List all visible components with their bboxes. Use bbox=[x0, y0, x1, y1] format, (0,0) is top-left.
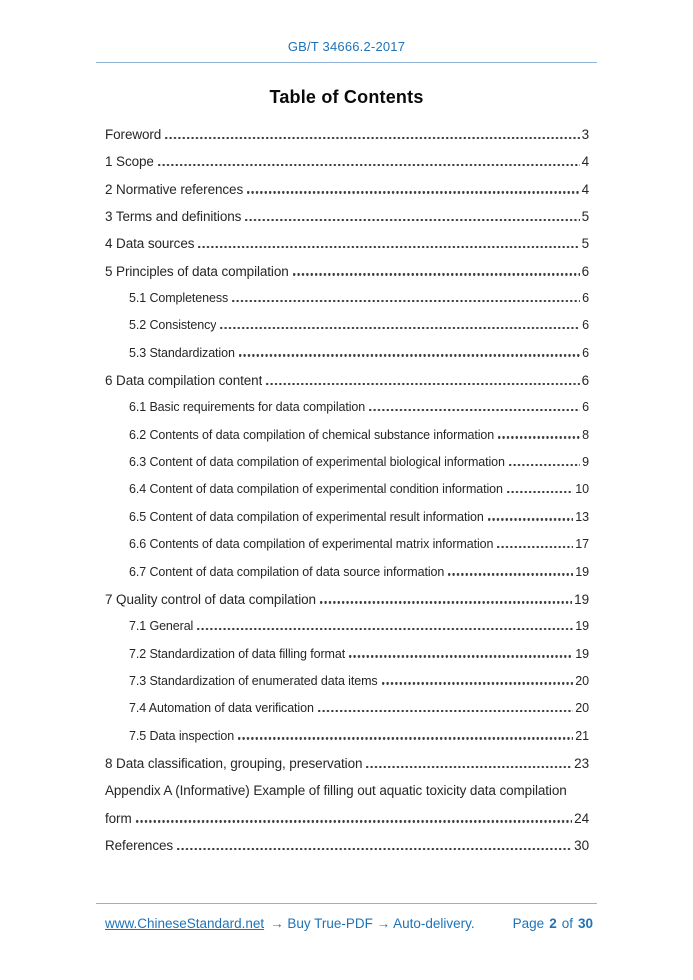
toc-entry-label: 4 Data sources bbox=[105, 236, 195, 252]
toc-leader-dots bbox=[498, 436, 580, 438]
toc-entry[interactable] bbox=[105, 285, 589, 312]
toc-leader-dots bbox=[318, 710, 573, 712]
toc-leader-dots bbox=[293, 273, 580, 275]
toc-entry[interactable] bbox=[105, 559, 589, 586]
toc-entry-label: 8 Data classification, grouping, preservation bbox=[105, 755, 363, 771]
toc-entry-label: 2 Normative references bbox=[105, 181, 244, 197]
toc-entry[interactable] bbox=[105, 504, 589, 531]
toc-entry-page: 8 bbox=[582, 427, 589, 442]
toc-entry-page: 5 bbox=[581, 209, 589, 225]
toc-entry-page: 23 bbox=[574, 755, 589, 771]
toc-entry[interactable] bbox=[105, 422, 589, 449]
toc-leader-dots bbox=[177, 848, 572, 850]
toc-entry[interactable] bbox=[105, 203, 589, 230]
toc-entry-label: 5.3 Standardization bbox=[129, 345, 235, 360]
toc-entry[interactable] bbox=[105, 668, 589, 695]
toc-entry-label: 6.2 Contents of data compilation of chemical substance information bbox=[129, 427, 495, 442]
toc-entry[interactable] bbox=[105, 230, 589, 257]
toc-leader-dots bbox=[366, 766, 572, 768]
toc-entry-page: 19 bbox=[575, 646, 589, 661]
toc-entry-label: 5.2 Consistency bbox=[129, 318, 217, 333]
toc-entry-page: 6 bbox=[582, 345, 589, 360]
toc-leader-dots bbox=[320, 601, 572, 603]
page-title: Table of Contents bbox=[269, 87, 424, 107]
toc-entry-label: form bbox=[105, 810, 132, 826]
toc-entry-label: 7.2 Standardization of data filling format bbox=[129, 646, 346, 661]
toc-entry-label: 6.1 Basic requirements for data compilation bbox=[129, 400, 366, 415]
page-current-number: 2 bbox=[549, 916, 557, 931]
toc-entry-page: 19 bbox=[575, 619, 589, 634]
toc-leader-dots bbox=[497, 546, 573, 548]
toc-entry-label: 7.1 General bbox=[129, 619, 194, 634]
toc-entry[interactable] bbox=[105, 641, 589, 668]
toc-entry-page: 6 bbox=[581, 373, 589, 389]
toc-leader-dots bbox=[382, 682, 574, 684]
of-label: of bbox=[561, 916, 573, 931]
toc-entry-label: 6.4 Content of data compilation of experimental condition information bbox=[129, 482, 503, 497]
toc-entry-page: 4 bbox=[581, 181, 589, 197]
toc-entry[interactable] bbox=[105, 176, 589, 203]
toc-entry-label: Appendix A (Informative) Example of filling out aquatic toxicity data compilation bbox=[105, 783, 567, 799]
toc-entry[interactable] bbox=[105, 476, 589, 503]
doc-code-header: GB/T 34666.2-2017 bbox=[287, 39, 406, 54]
toc-leader-dots bbox=[220, 327, 580, 329]
footer-left bbox=[105, 916, 475, 931]
toc-leader-dots bbox=[198, 246, 579, 248]
footer-tagline: → Buy True-PDF → Auto-delivery. bbox=[270, 916, 475, 931]
toc-entry-page: 20 bbox=[575, 673, 589, 688]
toc-entry-label: 1 Scope bbox=[105, 154, 154, 170]
toc-leader-dots bbox=[165, 137, 579, 139]
toc-leader-dots bbox=[158, 164, 580, 166]
toc-leader-dots bbox=[488, 518, 574, 520]
toc-leader-dots bbox=[507, 491, 573, 493]
toc-leader-dots bbox=[197, 628, 573, 630]
toc-entry-page: 5 bbox=[581, 236, 589, 252]
toc-leader-dots bbox=[239, 354, 580, 356]
toc-leader-dots bbox=[509, 464, 580, 466]
toc-leader-dots bbox=[136, 820, 573, 822]
toc-entry[interactable] bbox=[105, 367, 589, 394]
toc-entry-label: References bbox=[105, 837, 174, 853]
toc-entry-label: Foreword bbox=[105, 127, 162, 142]
toc-entry-page: 13 bbox=[575, 509, 589, 524]
toc-leader-dots bbox=[448, 573, 573, 575]
toc-entry-page: 3 bbox=[581, 127, 589, 142]
toc-entry-label: 6.6 Contents of data compilation of experimental matrix information bbox=[129, 537, 494, 552]
toc-leader-dots bbox=[232, 300, 580, 302]
toc-entry[interactable] bbox=[105, 613, 589, 640]
toc-entry-page: 6 bbox=[581, 263, 589, 279]
toc-entry-label: 5.1 Completeness bbox=[129, 291, 229, 306]
toc-entry-page: 6 bbox=[582, 400, 589, 415]
toc-entry[interactable] bbox=[105, 148, 589, 175]
toc-entry-label: 7 Quality control of data compilation bbox=[105, 591, 316, 607]
toc-leader-dots bbox=[349, 655, 573, 657]
toc-entry-page: 17 bbox=[575, 537, 589, 552]
toc-entry-label: 7.5 Data inspection bbox=[129, 728, 235, 743]
header-rule bbox=[96, 62, 597, 63]
toc-entry-label: 6.5 Content of data compilation of experimental result information bbox=[129, 509, 484, 524]
toc-leader-dots bbox=[266, 383, 579, 385]
toc-entry-page: 30 bbox=[574, 837, 589, 853]
toc-entry[interactable] bbox=[105, 695, 589, 722]
toc-entry-label: 6.3 Content of data compilation of experimental biological information bbox=[129, 455, 505, 470]
toc-entry[interactable] bbox=[105, 340, 589, 367]
toc-entry-page: 19 bbox=[575, 564, 589, 579]
toc-entry-page: 9 bbox=[582, 455, 589, 470]
toc-entry[interactable] bbox=[105, 777, 589, 804]
toc-entry[interactable] bbox=[105, 805, 589, 832]
toc-entry[interactable] bbox=[105, 312, 589, 339]
toc-entry[interactable] bbox=[105, 531, 589, 558]
toc-entry[interactable] bbox=[105, 832, 589, 859]
toc-entry[interactable] bbox=[105, 258, 589, 285]
toc-entry-page: 24 bbox=[574, 810, 589, 826]
toc-entry-label: 7.4 Automation of data verification bbox=[129, 701, 314, 716]
toc-leader-dots bbox=[369, 409, 580, 411]
toc-entry[interactable] bbox=[105, 750, 589, 777]
toc-entry-label: 7.3 Standardization of enumerated data items bbox=[129, 673, 378, 688]
toc-leader-dots bbox=[245, 219, 579, 221]
footer-rule bbox=[96, 903, 597, 904]
toc-entry-page: 6 bbox=[582, 318, 589, 333]
toc-entry-page: 20 bbox=[575, 701, 589, 716]
toc-leader-dots bbox=[238, 737, 573, 739]
toc-entry[interactable] bbox=[105, 586, 589, 613]
footer bbox=[105, 916, 593, 931]
toc-entry[interactable] bbox=[105, 723, 589, 750]
toc-entry-page: 10 bbox=[575, 482, 589, 497]
toc-entry[interactable] bbox=[105, 449, 589, 476]
site-link[interactable]: www.ChineseStandard.net bbox=[105, 916, 265, 931]
toc-entry-label: 5 Principles of data compilation bbox=[105, 263, 289, 279]
toc-entry[interactable] bbox=[105, 121, 589, 148]
toc-entry-label: 6.7 Content of data compilation of data source information bbox=[129, 564, 445, 579]
toc-entry-label: 6 Data compilation content bbox=[105, 373, 263, 389]
toc-leader-dots bbox=[247, 191, 579, 193]
page-indicator bbox=[513, 916, 593, 931]
toc-entry-page: 6 bbox=[582, 291, 589, 306]
toc-list bbox=[105, 121, 589, 859]
toc-entry-page: 4 bbox=[581, 154, 589, 170]
toc-entry-label: 3 Terms and definitions bbox=[105, 209, 242, 225]
page-total-number: 30 bbox=[577, 916, 593, 931]
page-label: Page bbox=[512, 916, 545, 931]
toc-entry[interactable] bbox=[105, 394, 589, 421]
toc-entry-page: 19 bbox=[574, 591, 589, 607]
toc-entry-page: 21 bbox=[575, 728, 589, 743]
